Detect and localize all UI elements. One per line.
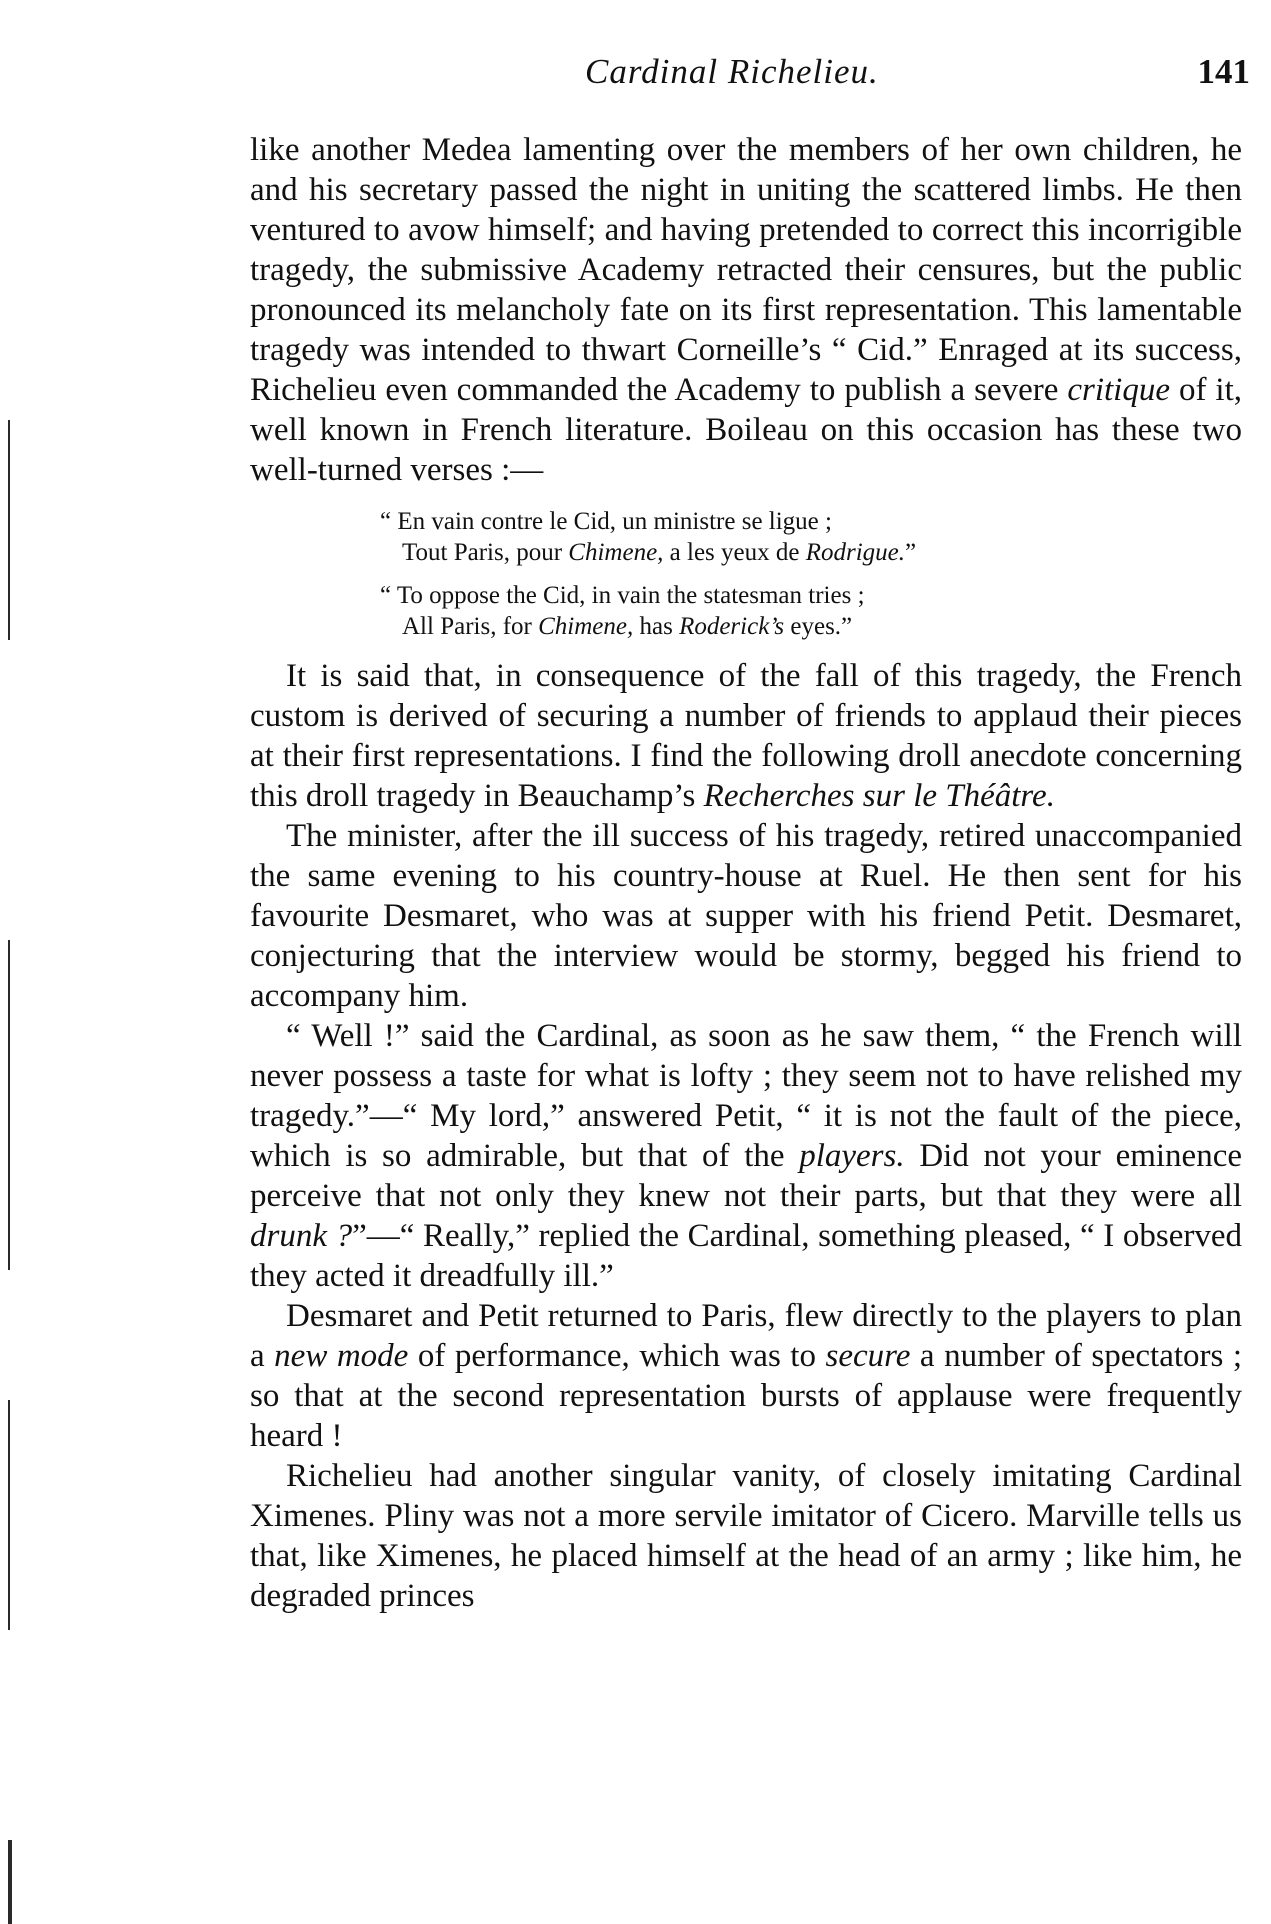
text-run: Desmaret and Petit returned to Paris, flew directly to the players to plan a [250,1298,1242,1374]
verse-quotation [380,506,1242,642]
verse-line [380,537,1242,568]
italic-text: Roderick’s [679,613,785,640]
text-run: has [633,613,680,640]
text-run: Did not your eminence perceive that not only they knew not their parts, but that they were all [250,1138,1242,1214]
italic-text: players. [799,1138,905,1174]
italic-text: Rodrigue. [805,539,906,566]
paragraph [250,1016,1242,1296]
paragraph [250,1456,1242,1616]
page-header [250,52,1250,102]
text-run: “ To oppose the Cid, in vain the statesman tries ; [380,582,865,609]
text-run: “ En vain contre le Cid, un ministre se ligue ; [380,508,832,535]
paragraph [250,130,1242,490]
verse-line [380,611,1242,642]
text-run: Richelieu had another singular vanity, of closely imitating Cardinal Ximenes. Pliny was not a more servile imitator of Cicero. Marville tells us that, like Ximenes, he placed himself at the head of an army ; like him, he degraded princes [250,1458,1242,1614]
verse-line [380,506,1242,537]
italic-text: Chimene, [538,613,634,640]
text-run: of performance, which was to [408,1338,826,1374]
verse-french [380,506,1242,568]
italic-text: secure [825,1338,911,1374]
text-run: It is said that, in consequence of the fall of this tragedy, the French custom is derived of securing a number of friends to applaud their pieces at their first representations. I find the following droll anecdote concerning this droll tragedy in Beauchamp’s [250,658,1242,814]
binding-gutter-shadow [8,1400,10,1630]
binding-gutter-shadow [8,420,10,640]
text-run: of it, well known in French literature. Boileau on this occasion has these two well-turned verses :— [250,372,1243,488]
italic-text: Recherches sur le Théâtre. [703,778,1055,814]
text-run: like another Medea lamenting over the members of her own children, he and his secretary passed the night in uniting the scattered limbs. He then ventured to avow himself; and having pretended to correct this incorrigible tragedy, the submissive Academy retracted their censures, but the public pronounced its melancholy fate on its first representation. This lamentable tragedy was intended to thwart Corneille’s “ Cid.” Enraged at its success, Richelieu even commanded the Academy to publish a severe [250,132,1242,408]
body-text [250,130,1242,1616]
text-run: The minister, after the ill success of his tragedy, retired unaccompanied the same evening to his country-house at Ruel. He then sent for his favourite Desmaret, who was at supper with his friend Petit. Desmaret, conjecturing that the interview would be stormy, begged his friend to accompany him. [250,818,1242,1014]
text-run: ”—“ Really,” replied the Cardinal, something pleased, “ I observed they acted it dreadfully ill.” [250,1218,1242,1294]
paragraph [250,1296,1242,1456]
italic-text: Chimene, [568,539,664,566]
text-run: a number of spectators ; so that at the second representation bursts of applause were frequently heard ! [250,1338,1243,1454]
italic-text: new mode [274,1338,409,1374]
paragraph [250,656,1242,816]
binding-gutter-shadow [8,1840,12,1924]
binding-gutter-shadow [8,940,10,1270]
text-run: “ Well !” said the Cardinal, as soon as he saw them, “ the French will never possess a taste for what is lofty ; they seem not to have relished my tragedy.”—“ My lord,” answered Petit, “ it is not the fault of the piece, which is so admirable, but that of the [250,1018,1242,1174]
text-run: eyes.” [784,613,853,640]
paragraph [250,816,1242,1016]
text-run: ” [905,539,917,566]
text-run: Tout Paris, pour [402,539,569,566]
italic-text: critique [1067,372,1171,408]
italic-text: drunk ? [250,1218,353,1254]
text-run: All Paris, for [402,613,539,640]
page-number: 141 [1197,52,1250,91]
verse-english [380,580,1242,642]
verse-line [380,580,1242,611]
text-run: a les yeux de [663,539,806,566]
running-title: Cardinal Richelieu. [585,52,879,91]
